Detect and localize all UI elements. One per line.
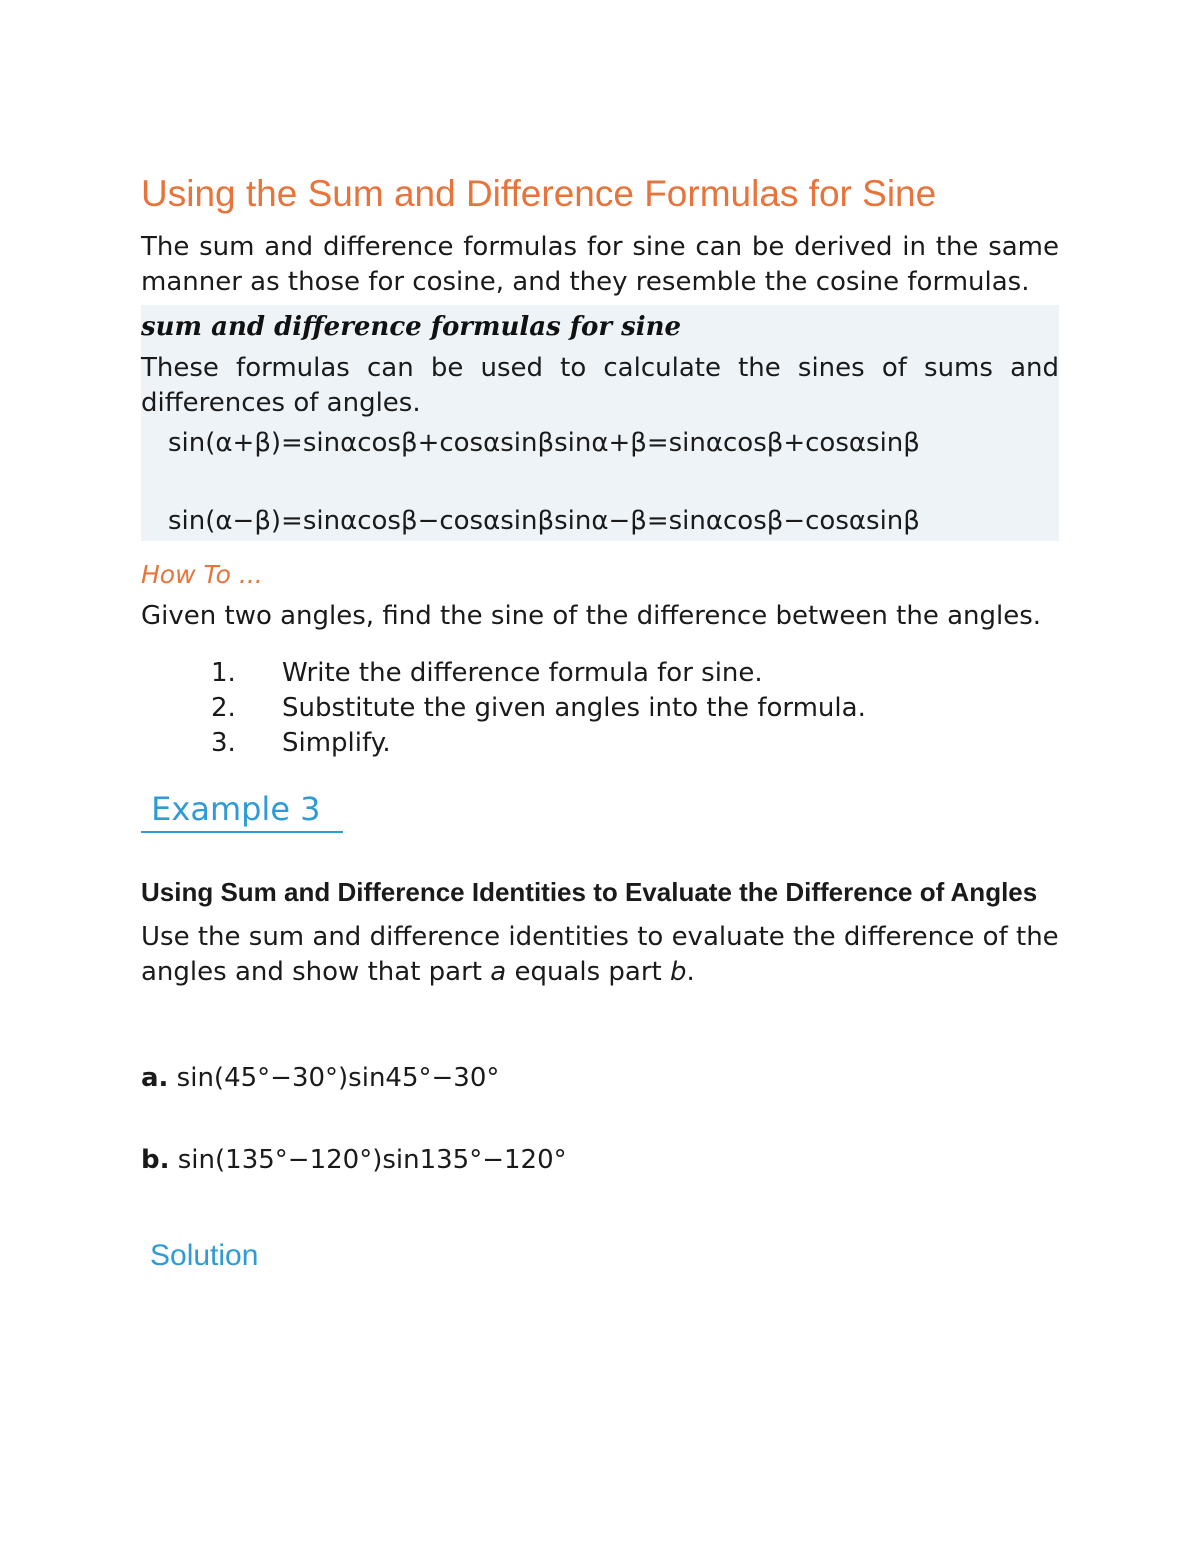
step-item [141,656,1059,691]
intro-paragraph: The sum and difference formulas for sine can be derived in the same manner as those for cosine, and they resemble the cosine formulas. [141,232,1059,297]
example-instructions [141,920,1059,990]
solution-link[interactable]: Solution [150,1239,259,1272]
formula-box-text: These formulas can be used to calculate the sines of sums and differences of angles. [141,353,1059,418]
part-a [141,1060,1059,1096]
step-item [141,691,1059,726]
part-b-expression: sin(135°−120°)sin135°−120° [169,1145,567,1175]
step-text: Substitute the given angles into the formula. [282,693,866,723]
example-text-end: . [686,957,695,987]
part-a-expression: sin(45°−30°)sin45°−30° [168,1063,500,1093]
part-a-ref: a [490,957,507,987]
sine-difference-formula: sin(α−β)=sinαcosβ−cosαsinβsinα−β=sinαcosβ−cosαsinβ [168,506,920,536]
step-number: 3. [211,728,236,758]
step-number: 1. [211,658,236,688]
how-to-text: Given two angles, find the sine of the difference between the angles. [141,601,1042,631]
how-to-steps [141,656,1059,761]
step-item [141,726,1059,761]
how-to-label: How To ... [141,560,263,589]
example-text-start: Use the sum and difference identities to evaluate the difference of the angles and show that part [141,922,1059,987]
formula-box [141,305,1059,541]
section-title: Using the Sum and Difference Formulas for Sine [141,173,937,214]
part-b-ref: b [669,957,687,987]
document-content [141,170,1059,1276]
example-text-mid: equals part [506,957,670,987]
part-b [141,1142,1059,1178]
part-b-label: b. [141,1145,170,1175]
step-number: 2. [211,693,236,723]
step-text: Write the difference formula for sine. [282,658,763,688]
example-title: Using Sum and Difference Identities to Evaluate the Difference of Angles [141,877,1038,907]
example-heading-link[interactable]: Example 3 [141,787,343,833]
formula-box-heading: sum and difference formulas for sine [141,312,682,342]
step-text: Simplify. [282,728,391,758]
part-a-label: a. [141,1063,169,1093]
sine-sum-formula: sin(α+β)=sinαcosβ+cosαsinβsinα+β=sinαcosβ+cosαsinβ [168,428,920,458]
